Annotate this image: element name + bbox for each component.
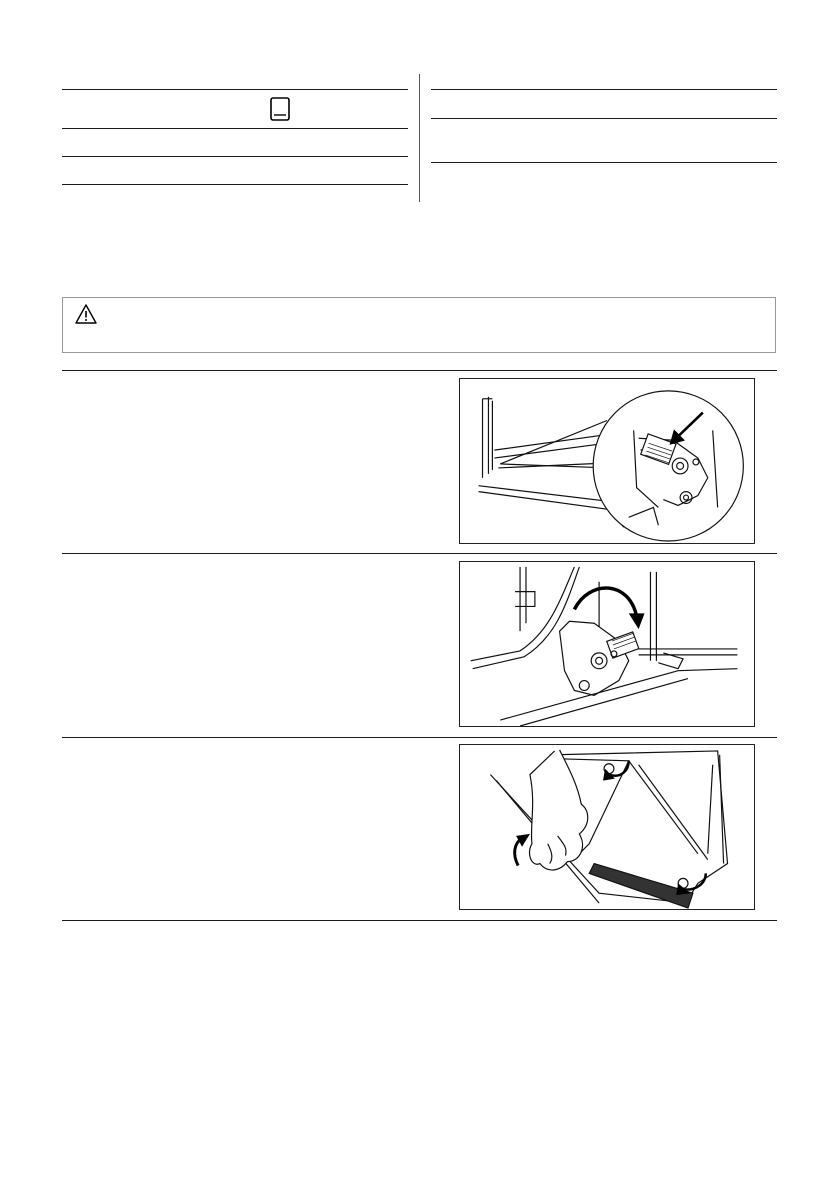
door-lift-figure: [459, 744, 755, 910]
hinge-lever-figure: [459, 378, 755, 544]
warning-triangle-icon: [75, 304, 97, 324]
oven-function-icon: [270, 97, 290, 121]
warning-box: [62, 297, 776, 353]
table-right-rule-3: [431, 162, 777, 163]
table-column-divider: [419, 74, 420, 202]
table-left-rule-3: [62, 156, 408, 157]
table-left-rule-1: [62, 89, 408, 90]
table-right-rule-1: [431, 89, 777, 90]
table-right-rule-2: [431, 118, 777, 119]
table-left-rule-2: [62, 128, 408, 129]
step-rule-1: [62, 370, 777, 371]
step-rule-3: [62, 737, 777, 738]
lever-rotate-figure: [459, 561, 755, 727]
step-rule-4: [62, 920, 777, 921]
table-left-rule-4: [62, 184, 408, 185]
step-rule-2: [62, 553, 777, 554]
